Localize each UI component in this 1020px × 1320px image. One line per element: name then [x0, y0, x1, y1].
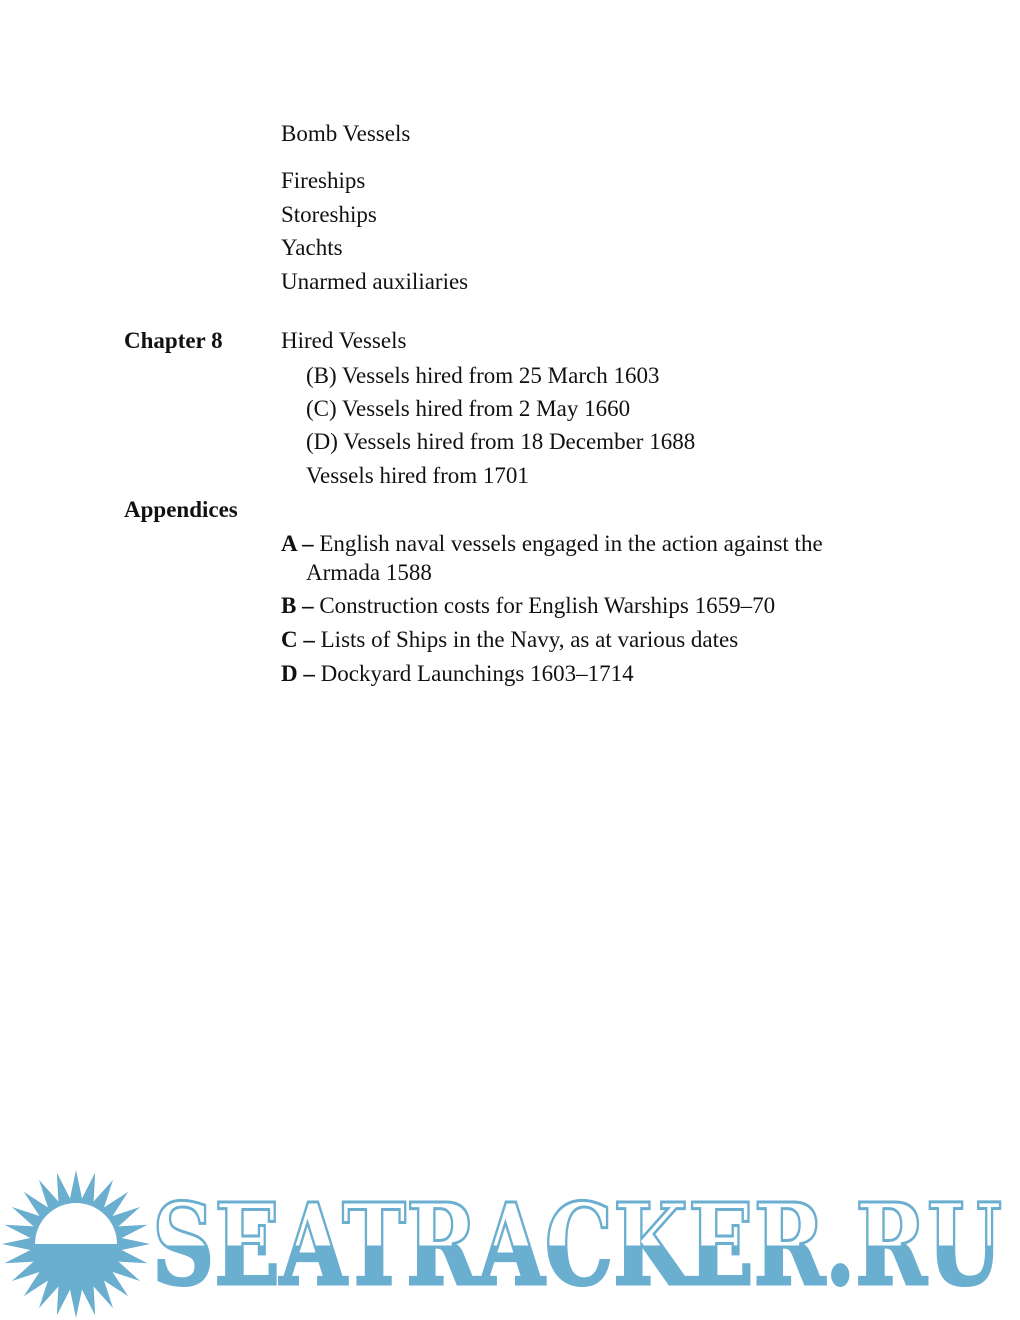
entry-fireships: Fireships — [281, 168, 366, 193]
appendix-d-letter: D – — [281, 661, 315, 686]
appendix-a-text-cont: Armada 1588 — [306, 560, 432, 585]
entry-yachts: Yachts — [281, 235, 343, 260]
appendix-b — [281, 592, 775, 620]
chapter-8-item-c: (C) Vessels hired from 2 May 1660 — [306, 396, 631, 421]
chapter-8-item-1701: Vessels hired from 1701 — [306, 463, 529, 488]
entry-unarmed-auxiliaries: Unarmed auxiliaries — [281, 269, 469, 294]
appendix-a-text: English naval vessels engaged in the action against the — [319, 531, 823, 556]
appendices-heading: Appendices — [124, 497, 238, 522]
chapter-8-item-b: (B) Vessels hired from 25 March 1603 — [306, 363, 660, 388]
chapter-8-title: Hired Vessels — [281, 328, 407, 353]
entry-bomb-vessels: Bomb Vessels — [281, 121, 411, 146]
watermark-text: SEATRACKER.RU — [152, 1180, 1002, 1311]
appendix-d — [281, 660, 634, 688]
entry-storeships: Storeships — [281, 202, 377, 227]
appendix-c — [281, 626, 738, 654]
appendix-a — [281, 530, 823, 558]
appendix-a-letter: A – — [281, 531, 314, 556]
sun-icon — [2, 1170, 150, 1318]
appendix-d-text: Dockyard Launchings 1603–1714 — [320, 661, 634, 686]
watermark-logo — [0, 1170, 1020, 1320]
chapter-8-item-d: (D) Vessels hired from 18 December 1688 — [306, 429, 696, 454]
chapter-8-label: Chapter 8 — [124, 328, 223, 353]
appendix-c-text: Lists of Ships in the Navy, as at various dates — [320, 627, 739, 652]
appendix-b-letter: B – — [281, 593, 314, 618]
appendix-b-text: Construction costs for English Warships 1659–70 — [319, 593, 776, 618]
appendix-c-letter: C – — [281, 627, 315, 652]
